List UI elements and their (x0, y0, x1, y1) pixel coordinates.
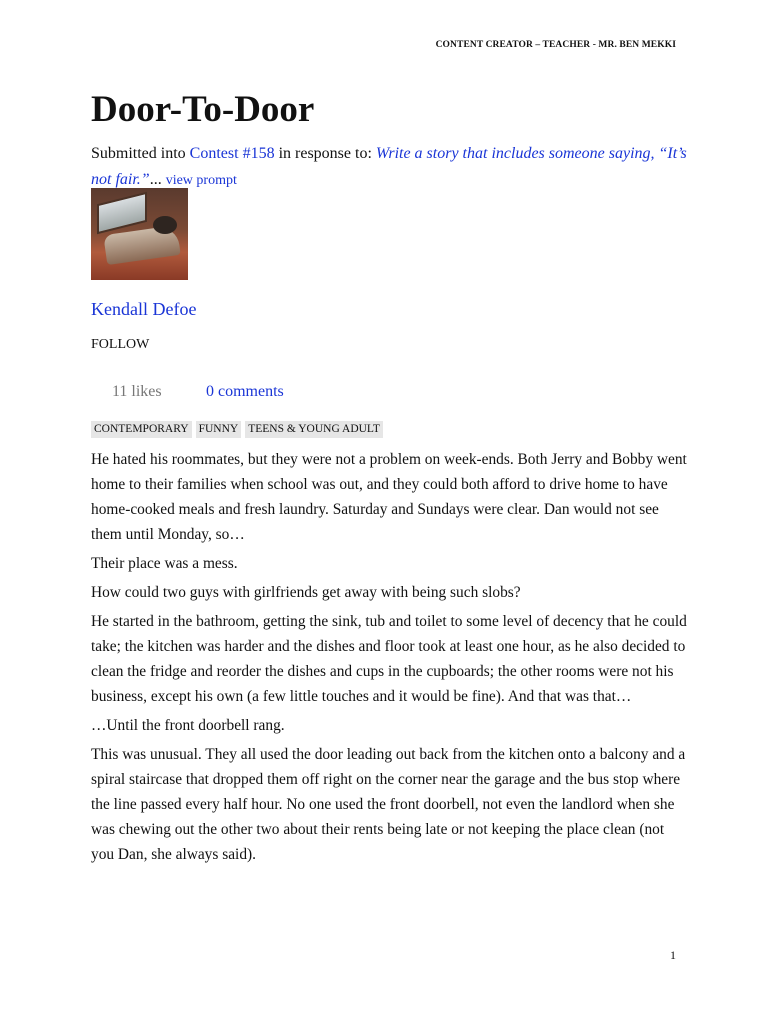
page-number: 1 (670, 948, 676, 962)
paragraph: This was unusual. They all used the door leading out back from the kitchen onto a balcony and a spiral staircase that dropped them off right on the corner near the garage and the bus stop where the line passed every half hour. No one used the front doorbell, not even the landlord when she was chewing out the other two about their rents being late or not keeping the place clean (not you Dan, she always said). (91, 746, 686, 863)
story-body (91, 447, 691, 871)
tag-funny[interactable]: FUNNY (196, 421, 242, 438)
paragraph: …Until the front doorbell rang. (91, 717, 285, 734)
follow-button[interactable]: FOLLOW (91, 337, 150, 352)
cover-object-shape (153, 216, 177, 234)
paragraph: How could two guys with girlfriends get away with being such slobs? (91, 584, 521, 601)
paragraph: He started in the bathroom, getting the sink, tub and toilet to some level of decency that he could take; the kitchen was harder and the dishes and floor took at least one hour, as he also decided to clean the fridge and reorder the dishes and cups in the cupboards; the other rooms were not his business, except his own (a few little touches and it would be fine). And that was that… (91, 613, 687, 705)
page-header: CONTENT CREATOR – TEACHER - MR. BEN MEKKI (435, 40, 676, 50)
response-text: in response to: (274, 145, 376, 162)
tag-teens-young-adult[interactable]: TEENS & YOUNG ADULT (245, 421, 383, 438)
story-cover-image[interactable] (91, 188, 188, 280)
prompt-ellipsis: ... (149, 171, 166, 188)
view-prompt-link[interactable]: view prompt (165, 173, 237, 188)
prompt-text[interactable]: Write a story that includes someone saying, “It’s not fair.” (91, 145, 687, 188)
submitted-prefix: Submitted into (91, 145, 190, 162)
author-name-link[interactable]: Kendall Defoe (91, 299, 197, 319)
submission-line (91, 141, 691, 194)
paragraph: Their place was a mess. (91, 555, 238, 572)
story-title: Door-To-Door (91, 89, 315, 130)
comments-link[interactable]: 0 comments (206, 383, 284, 400)
cover-window-shape (97, 192, 147, 234)
paragraph: He hated his roommates, but they were not a problem on week-ends. Both Jerry and Bobby went home to their families when school was out, and they could both afford to drive home to have home-cooked meals and fresh laundry. Saturday and Sundays were clear. Dan would not see them until Monday, so… (91, 451, 687, 543)
contest-link[interactable]: Contest #158 (189, 145, 275, 162)
tag-list (91, 421, 383, 438)
likes-count[interactable]: 11 likes (112, 383, 162, 400)
tag-contemporary[interactable]: CONTEMPORARY (91, 421, 192, 438)
